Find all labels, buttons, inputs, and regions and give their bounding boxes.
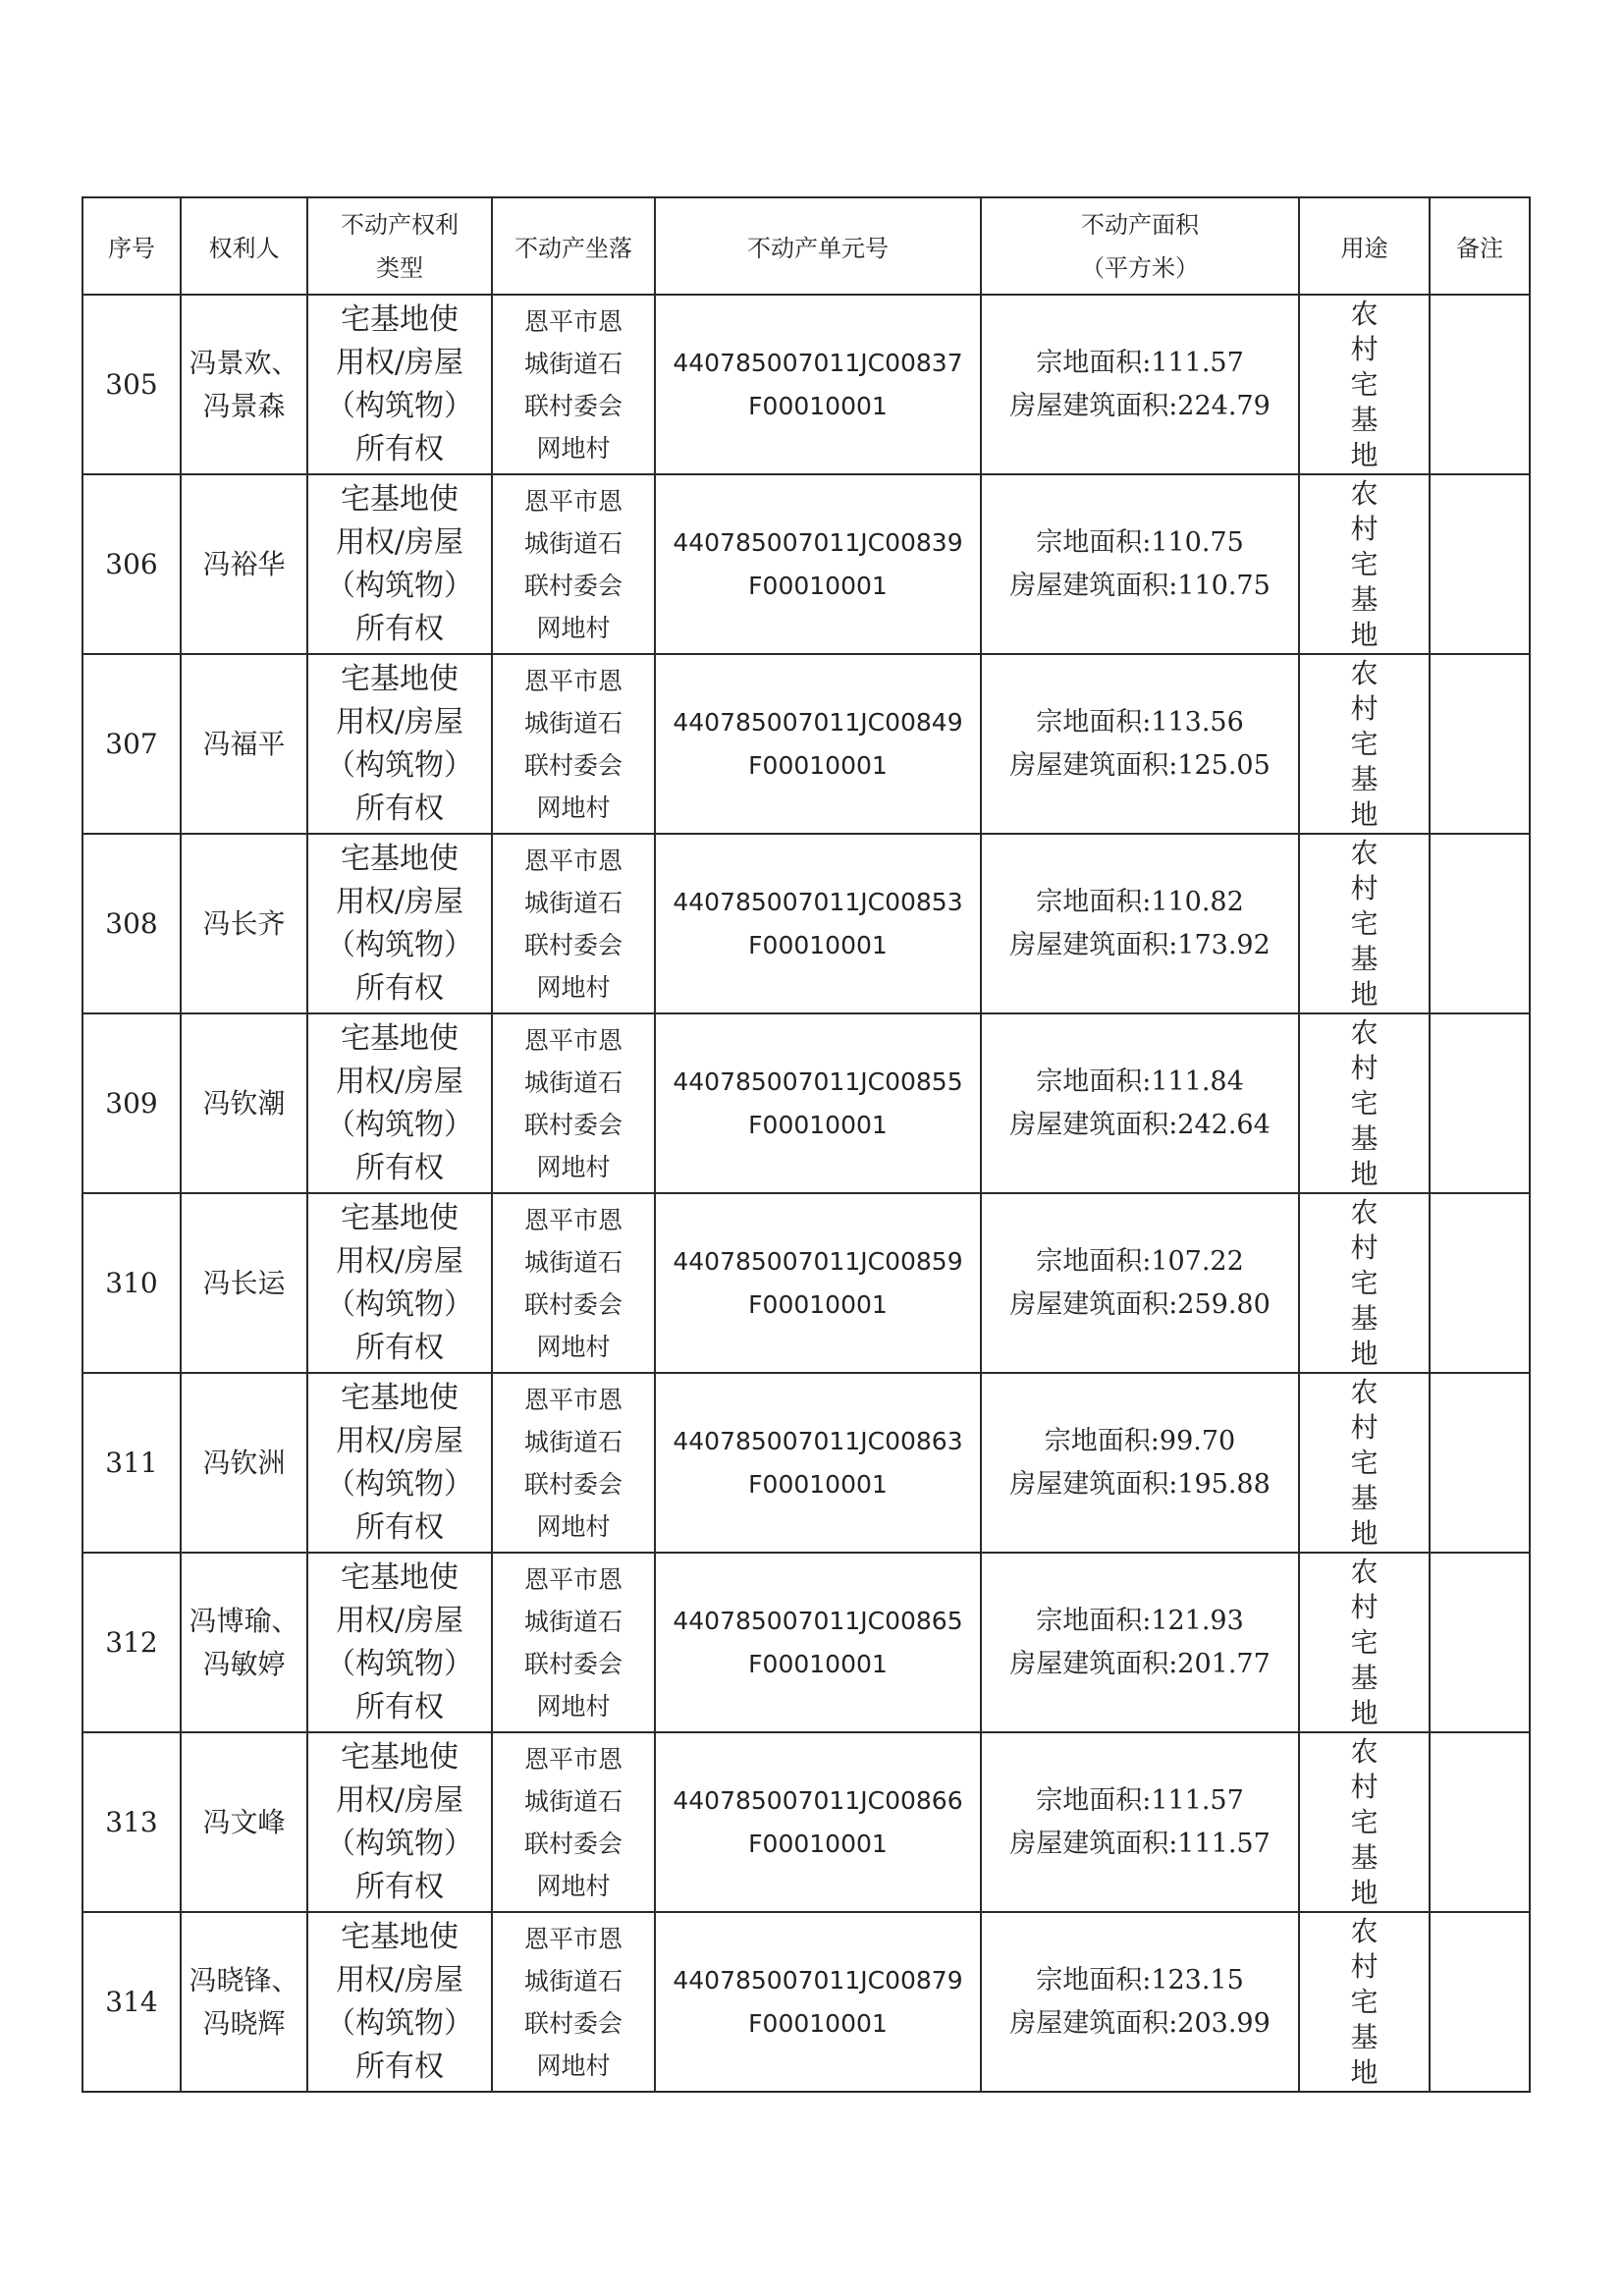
holder-cell [181, 1912, 307, 2092]
use-line: 农 [1350, 1555, 1379, 1588]
area-cell [981, 1373, 1299, 1553]
use-line: 农 [1350, 1195, 1379, 1229]
right-type-line: （构筑物） [326, 1466, 473, 1502]
use-line: 村 [1350, 871, 1379, 904]
area-cell [981, 474, 1299, 654]
holder-cell [181, 1553, 307, 1732]
location-line: 恩平市恩 [523, 666, 622, 695]
right-type-line: 用权/房屋 [335, 1243, 464, 1279]
right-type-line: 所有权 [355, 1509, 444, 1545]
seq-cell: 312 [82, 1553, 181, 1732]
right-type-cell [307, 1553, 492, 1732]
holder-line: 冯景森 [202, 389, 286, 422]
use-line: 宅 [1350, 1805, 1379, 1838]
use-line: 地 [1350, 1696, 1379, 1729]
use-line: 宅 [1350, 1446, 1379, 1479]
right-type-line: 用权/房屋 [335, 1782, 464, 1818]
right-type-line: 用权/房屋 [335, 1423, 464, 1458]
area-line: 房屋建筑面积:224.79 [1009, 390, 1271, 421]
right-type-line: （构筑物） [326, 1107, 473, 1142]
location-cell [492, 1912, 655, 2092]
area-cell [981, 1553, 1299, 1732]
location-line: 网地村 [536, 793, 611, 822]
location-line: 城街道石 [523, 1427, 622, 1456]
location-line: 城街道石 [523, 528, 622, 558]
right-type-cell [307, 1373, 492, 1553]
table-row [82, 1013, 1530, 1193]
location-cell [492, 654, 655, 834]
use-line: 基 [1350, 1301, 1379, 1335]
right-type-line: 用权/房屋 [335, 345, 464, 380]
location-line: 网地村 [536, 1332, 611, 1361]
area-line: 房屋建筑面积:173.92 [1009, 929, 1271, 960]
unit-no-line: F00010001 [748, 750, 888, 780]
location-line: 网地村 [536, 1511, 611, 1541]
holder-cell [181, 654, 307, 834]
location-cell [492, 1013, 655, 1193]
use-line: 农 [1350, 1375, 1379, 1408]
location-line: 联村委会 [523, 930, 622, 959]
right-type-line: 所有权 [355, 970, 444, 1006]
use-cell [1299, 1912, 1430, 2092]
right-type-cell [307, 1193, 492, 1373]
holder-line: 冯景欢、 [189, 346, 299, 379]
unit-no-line: F00010001 [748, 930, 888, 959]
location-line: 恩平市恩 [523, 1025, 622, 1055]
holder-line: 冯钦洲 [202, 1446, 286, 1479]
unit-no-cell [655, 1013, 981, 1193]
table-row [82, 1553, 1530, 1732]
right-type-cell [307, 295, 492, 474]
area-line: 宗地面积:111.84 [1036, 1066, 1244, 1097]
use-line: 村 [1350, 332, 1379, 365]
header-right-type [307, 197, 492, 295]
use-cell [1299, 834, 1430, 1013]
location-line: 联村委会 [523, 1829, 622, 1858]
location-line: 城街道石 [523, 1786, 622, 1816]
use-line: 地 [1350, 2055, 1379, 2089]
location-cell [492, 834, 655, 1013]
area-line: 宗地面积:113.56 [1036, 706, 1244, 738]
seq-cell: 311 [82, 1373, 181, 1553]
location-line: 联村委会 [523, 391, 622, 420]
holder-line: 冯钦潮 [202, 1086, 286, 1120]
holder-line: 冯长运 [202, 1266, 286, 1299]
use-line: 基 [1350, 403, 1379, 436]
note-cell [1430, 295, 1530, 474]
header-right-type-line: 不动产权利 [341, 210, 459, 239]
area-line: 房屋建筑面积:201.77 [1009, 1648, 1271, 1679]
note-cell [1430, 1193, 1530, 1373]
location-line: 网地村 [536, 2050, 611, 2080]
unit-no-line: F00010001 [748, 391, 888, 420]
unit-no-line: 440785007011JC00855 [673, 1066, 963, 1096]
header-use: 用途 [1299, 197, 1430, 295]
holder-line: 冯文峰 [202, 1805, 286, 1838]
location-line: 城街道石 [523, 1966, 622, 1995]
unit-no-line: 440785007011JC00839 [673, 527, 963, 557]
holder-line: 冯裕华 [202, 547, 286, 580]
header-area-line: 不动产面积 [1081, 210, 1199, 239]
holder-cell [181, 834, 307, 1013]
unit-no-line: 440785007011JC00853 [673, 887, 963, 916]
location-line: 联村委会 [523, 2008, 622, 2038]
use-line: 宅 [1350, 1266, 1379, 1299]
note-cell [1430, 654, 1530, 834]
location-line: 网地村 [536, 972, 611, 1002]
note-cell [1430, 834, 1530, 1013]
use-line: 地 [1350, 1157, 1379, 1190]
right-type-line: 用权/房屋 [335, 884, 464, 919]
location-line: 恩平市恩 [523, 1205, 622, 1234]
location-line: 联村委会 [523, 1649, 622, 1678]
area-cell [981, 1193, 1299, 1373]
area-line: 房屋建筑面积:195.88 [1009, 1468, 1271, 1500]
location-line: 网地村 [536, 613, 611, 642]
header-location: 不动产坐落 [492, 197, 655, 295]
location-line: 联村委会 [523, 750, 622, 780]
note-cell [1430, 1553, 1530, 1732]
holder-line: 冯晓辉 [202, 2006, 286, 2040]
right-type-line: 所有权 [355, 1150, 444, 1185]
right-type-line: 所有权 [355, 611, 444, 646]
use-cell [1299, 654, 1430, 834]
use-line: 基 [1350, 582, 1379, 616]
unit-no-cell [655, 295, 981, 474]
right-type-line: （构筑物） [326, 388, 473, 423]
location-line: 恩平市恩 [523, 306, 622, 336]
use-line: 地 [1350, 797, 1379, 831]
use-line: 村 [1350, 1410, 1379, 1444]
use-line: 基 [1350, 1481, 1379, 1514]
note-cell [1430, 1912, 1530, 2092]
location-line: 城街道石 [523, 708, 622, 738]
location-line: 恩平市恩 [523, 486, 622, 516]
use-line: 村 [1350, 1230, 1379, 1264]
unit-no-cell [655, 1553, 981, 1732]
use-cell [1299, 1013, 1430, 1193]
right-type-cell [307, 1912, 492, 2092]
area-cell [981, 1013, 1299, 1193]
area-cell [981, 295, 1299, 474]
holder-line: 冯博瑜、 [189, 1604, 299, 1637]
use-line: 宅 [1350, 547, 1379, 580]
use-line: 村 [1350, 1051, 1379, 1084]
note-cell [1430, 1732, 1530, 1912]
use-line: 基 [1350, 762, 1379, 795]
holder-cell [181, 295, 307, 474]
right-type-cell [307, 834, 492, 1013]
table-row [82, 834, 1530, 1013]
location-line: 联村委会 [523, 571, 622, 600]
right-type-line: 宅基地使 [341, 301, 459, 337]
location-line: 恩平市恩 [523, 1564, 622, 1594]
use-line: 基 [1350, 1661, 1379, 1694]
holder-line: 冯晓锋、 [189, 1963, 299, 1996]
area-line: 房屋建筑面积:110.75 [1009, 570, 1271, 601]
right-type-line: 宅基地使 [341, 481, 459, 517]
area-line: 房屋建筑面积:203.99 [1009, 2007, 1271, 2039]
use-line: 村 [1350, 512, 1379, 545]
unit-no-cell [655, 1193, 981, 1373]
right-type-line: 用权/房屋 [335, 1603, 464, 1638]
unit-no-cell [655, 654, 981, 834]
use-line: 农 [1350, 1914, 1379, 1947]
use-line: 村 [1350, 1590, 1379, 1623]
area-line: 宗地面积:111.57 [1036, 347, 1244, 378]
area-line: 宗地面积:99.70 [1044, 1425, 1236, 1456]
use-line: 宅 [1350, 906, 1379, 940]
right-type-line: 所有权 [355, 1689, 444, 1724]
table-row [82, 1193, 1530, 1373]
unit-no-line: F00010001 [748, 1649, 888, 1678]
header-area-line: （平方米） [1081, 253, 1199, 282]
location-cell [492, 474, 655, 654]
use-line: 农 [1350, 476, 1379, 510]
right-type-cell [307, 474, 492, 654]
holder-cell [181, 1732, 307, 1912]
holder-line: 冯长齐 [202, 906, 286, 940]
seq-cell: 307 [82, 654, 181, 834]
use-line: 农 [1350, 836, 1379, 869]
unit-no-line: 440785007011JC00859 [673, 1246, 963, 1276]
seq-cell: 306 [82, 474, 181, 654]
right-type-line: 宅基地使 [341, 1380, 459, 1415]
seq-cell: 310 [82, 1193, 181, 1373]
note-cell [1430, 474, 1530, 654]
area-line: 宗地面积:110.82 [1036, 886, 1244, 917]
holder-cell [181, 1193, 307, 1373]
right-type-line: （构筑物） [326, 747, 473, 783]
location-line: 恩平市恩 [523, 1744, 622, 1774]
right-type-line: 用权/房屋 [335, 1962, 464, 1997]
use-cell [1299, 295, 1430, 474]
location-line: 网地村 [536, 1871, 611, 1900]
use-line: 基 [1350, 942, 1379, 975]
right-type-line: 所有权 [355, 2049, 444, 2084]
unit-no-line: 440785007011JC00866 [673, 1785, 963, 1815]
right-type-line: 所有权 [355, 431, 444, 466]
table-row [82, 1373, 1530, 1553]
right-type-line: （构筑物） [326, 1286, 473, 1322]
holder-cell [181, 1373, 307, 1553]
right-type-line: 所有权 [355, 1869, 444, 1904]
location-line: 城街道石 [523, 888, 622, 917]
use-line: 基 [1350, 1121, 1379, 1155]
seq-cell: 314 [82, 1912, 181, 2092]
unit-no-line: F00010001 [748, 1829, 888, 1858]
use-line: 地 [1350, 1876, 1379, 1909]
table-row [82, 474, 1530, 654]
use-line: 农 [1350, 656, 1379, 689]
use-line: 地 [1350, 1516, 1379, 1550]
area-cell [981, 1912, 1299, 2092]
use-line: 宅 [1350, 367, 1379, 401]
right-type-line: （构筑物） [326, 2005, 473, 2041]
unit-no-line: 440785007011JC00865 [673, 1606, 963, 1635]
right-type-cell [307, 654, 492, 834]
property-register-table [81, 196, 1531, 2093]
location-line: 联村委会 [523, 1289, 622, 1319]
area-cell [981, 1732, 1299, 1912]
right-type-line: 宅基地使 [341, 1739, 459, 1775]
right-type-cell [307, 1013, 492, 1193]
location-line: 网地村 [536, 433, 611, 463]
header-row [82, 197, 1530, 295]
table-body [82, 295, 1530, 2092]
use-line: 地 [1350, 977, 1379, 1011]
unit-no-cell [655, 1732, 981, 1912]
holder-cell [181, 1013, 307, 1193]
header-seq: 序号 [82, 197, 181, 295]
use-line: 村 [1350, 1770, 1379, 1803]
unit-no-cell [655, 474, 981, 654]
area-line: 宗地面积:123.15 [1036, 1964, 1244, 1995]
unit-no-line: F00010001 [748, 2008, 888, 2038]
right-type-line: （构筑物） [326, 1646, 473, 1681]
right-type-line: 所有权 [355, 1330, 444, 1365]
table-row [82, 1912, 1530, 2092]
seq-cell: 313 [82, 1732, 181, 1912]
use-line: 宅 [1350, 1086, 1379, 1120]
use-line: 农 [1350, 1015, 1379, 1049]
note-cell [1430, 1373, 1530, 1553]
location-cell [492, 295, 655, 474]
location-line: 联村委会 [523, 1110, 622, 1139]
unit-no-line: F00010001 [748, 1469, 888, 1499]
area-line: 宗地面积:110.75 [1036, 526, 1244, 558]
right-type-line: 宅基地使 [341, 1200, 459, 1235]
use-cell [1299, 1732, 1430, 1912]
table-row [82, 1732, 1530, 1912]
use-line: 宅 [1350, 1985, 1379, 2018]
table-row [82, 654, 1530, 834]
area-cell [981, 834, 1299, 1013]
unit-no-line: F00010001 [748, 1110, 888, 1139]
right-type-line: 宅基地使 [341, 1020, 459, 1056]
use-line: 农 [1350, 297, 1379, 330]
header-right-type-line: 类型 [376, 253, 423, 282]
right-type-line: 宅基地使 [341, 661, 459, 696]
use-cell [1299, 1373, 1430, 1553]
unit-no-line: F00010001 [748, 1289, 888, 1319]
location-line: 城街道石 [523, 1067, 622, 1097]
use-cell [1299, 1553, 1430, 1732]
location-line: 城街道石 [523, 349, 622, 378]
use-cell [1299, 1193, 1430, 1373]
unit-no-cell [655, 834, 981, 1013]
area-line: 房屋建筑面积:125.05 [1009, 749, 1271, 781]
area-line: 房屋建筑面积:111.57 [1009, 1828, 1271, 1859]
use-line: 村 [1350, 1949, 1379, 1983]
right-type-line: 用权/房屋 [335, 704, 464, 739]
location-cell [492, 1193, 655, 1373]
use-line: 地 [1350, 438, 1379, 471]
use-line: 宅 [1350, 727, 1379, 760]
header-note: 备注 [1430, 197, 1530, 295]
holder-cell [181, 474, 307, 654]
use-line: 基 [1350, 2020, 1379, 2053]
location-line: 网地村 [536, 1691, 611, 1721]
use-line: 宅 [1350, 1625, 1379, 1659]
seq-cell: 308 [82, 834, 181, 1013]
area-line: 宗地面积:121.93 [1036, 1605, 1244, 1636]
right-type-line: （构筑物） [326, 1826, 473, 1861]
location-line: 恩平市恩 [523, 1385, 622, 1414]
header-holder: 权利人 [181, 197, 307, 295]
table-row [82, 295, 1530, 474]
unit-no-line: 440785007011JC00849 [673, 707, 963, 737]
right-type-line: 宅基地使 [341, 1559, 459, 1595]
unit-no-line: F00010001 [748, 571, 888, 600]
location-line: 恩平市恩 [523, 846, 622, 875]
unit-no-line: 440785007011JC00879 [673, 1965, 963, 1995]
location-cell [492, 1732, 655, 1912]
use-line: 农 [1350, 1734, 1379, 1768]
location-line: 联村委会 [523, 1469, 622, 1499]
use-line: 村 [1350, 691, 1379, 725]
area-cell [981, 654, 1299, 834]
seq-cell: 305 [82, 295, 181, 474]
unit-no-cell [655, 1912, 981, 2092]
location-line: 恩平市恩 [523, 1924, 622, 1953]
right-type-line: 用权/房屋 [335, 1064, 464, 1099]
header-area [981, 197, 1299, 295]
unit-no-cell [655, 1373, 981, 1553]
use-line: 地 [1350, 1337, 1379, 1370]
area-line: 宗地面积:107.22 [1036, 1245, 1244, 1277]
area-line: 房屋建筑面积:242.64 [1009, 1109, 1271, 1140]
holder-line: 冯福平 [202, 727, 286, 760]
area-line: 房屋建筑面积:259.80 [1009, 1288, 1271, 1320]
right-type-cell [307, 1732, 492, 1912]
right-type-line: 所有权 [355, 791, 444, 826]
unit-no-line: 440785007011JC00837 [673, 348, 963, 377]
location-line: 城街道石 [523, 1607, 622, 1636]
location-cell [492, 1373, 655, 1553]
use-cell [1299, 474, 1430, 654]
right-type-line: （构筑物） [326, 927, 473, 962]
right-type-line: 用权/房屋 [335, 524, 464, 560]
location-line: 网地村 [536, 1152, 611, 1181]
header-unit-no: 不动产单元号 [655, 197, 981, 295]
use-line: 地 [1350, 618, 1379, 651]
right-type-line: （构筑物） [326, 568, 473, 603]
use-line: 基 [1350, 1840, 1379, 1874]
location-cell [492, 1553, 655, 1732]
seq-cell: 309 [82, 1013, 181, 1193]
right-type-line: 宅基地使 [341, 841, 459, 876]
right-type-line: 宅基地使 [341, 1919, 459, 1954]
unit-no-line: 440785007011JC00863 [673, 1426, 963, 1455]
holder-line: 冯敏婷 [202, 1647, 286, 1680]
area-line: 宗地面积:111.57 [1036, 1784, 1244, 1816]
note-cell [1430, 1013, 1530, 1193]
location-line: 城街道石 [523, 1247, 622, 1277]
